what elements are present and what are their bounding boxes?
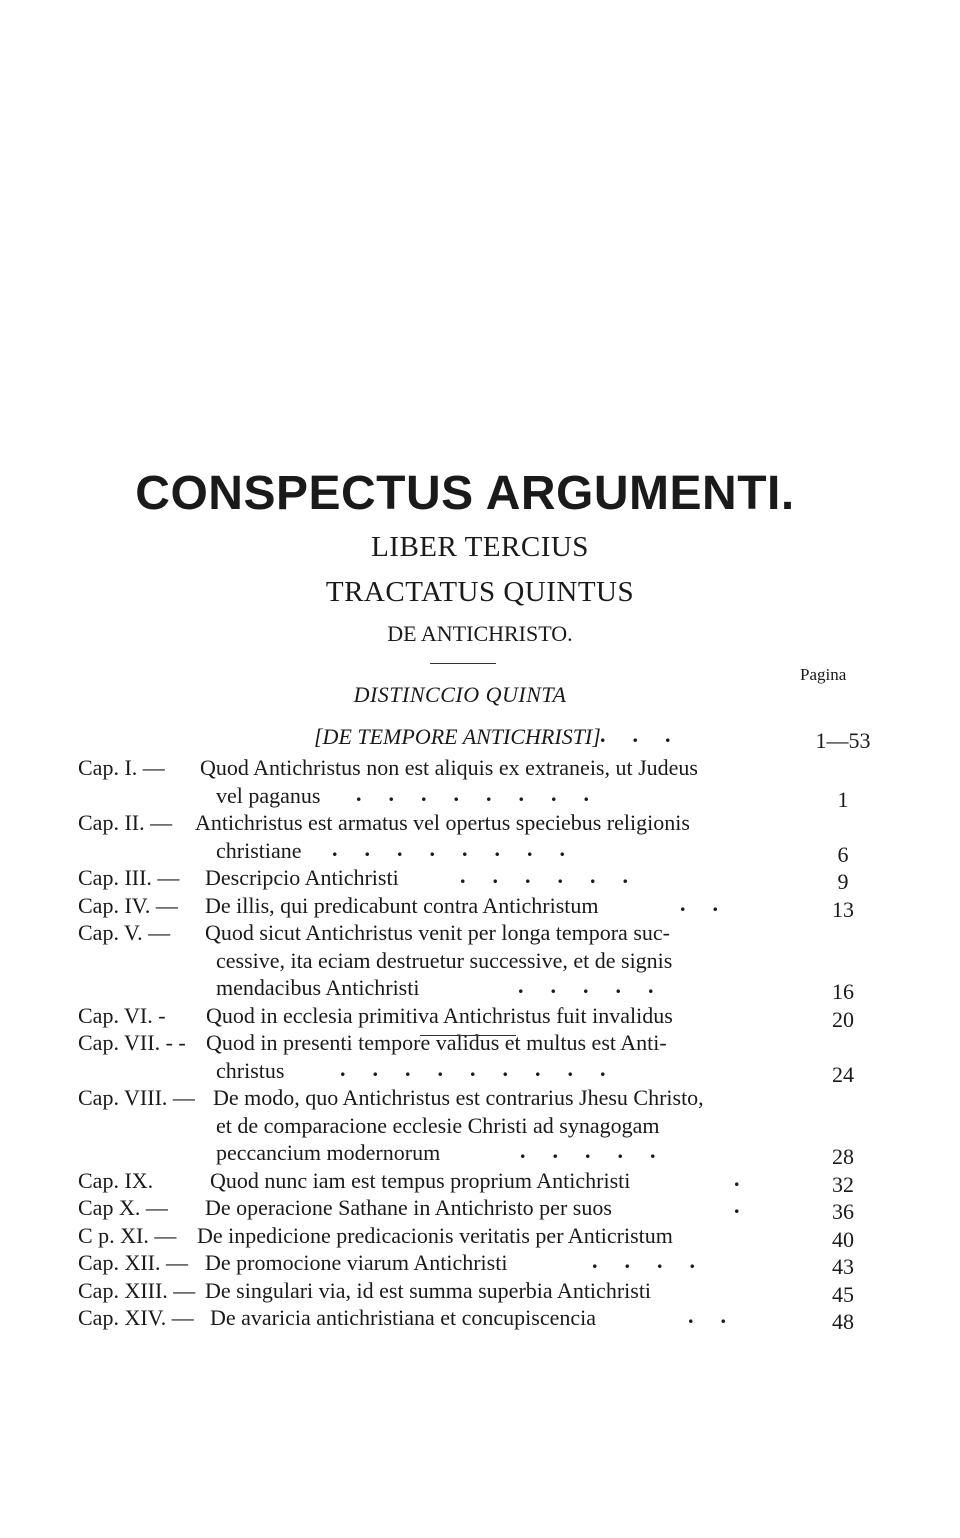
chapter-number: Cap. I. — xyxy=(78,755,165,780)
leader-dots: . xyxy=(734,1193,767,1218)
distinction-pages: 1—53 xyxy=(815,728,871,753)
leader-dots: ......... xyxy=(340,1055,633,1081)
tract-title: TRACTATUS QUINTUS xyxy=(325,576,635,608)
chapter-number: Cap. V. — xyxy=(78,920,171,945)
chapter-number: Cap. IX. xyxy=(78,1167,154,1193)
leader-dots: ........ xyxy=(332,835,592,861)
chapter-title-line: peccancium modernorum xyxy=(216,1140,441,1165)
chapter-number: Cap. VII. - - xyxy=(78,1030,186,1055)
distinction-title: DISTINCCIO QUINTA xyxy=(353,682,567,707)
chapter-title-line: Quod sicut Antichristus venit per longa tempora suc- xyxy=(205,920,670,945)
leader-dots: .. xyxy=(680,890,745,916)
chapter-title-line: cessive, ita eciam destruetur successive, et de signis xyxy=(216,947,673,973)
chapter-page-number: 1 xyxy=(837,786,849,812)
chapter-title-line: De avaricia antichristiana et concupiscencia xyxy=(210,1305,597,1330)
chapter-title-line: Quod in presenti tempore validus et multus est Anti- xyxy=(206,1030,667,1055)
leader-dots: .... xyxy=(592,1248,722,1273)
chapter-page-number: 16 xyxy=(832,979,854,1004)
chapter-title-line: et de comparacione ecclesie Christi ad synagogam xyxy=(216,1112,660,1138)
chapter-page-number: 24 xyxy=(832,1061,854,1087)
chapter-title-line: De illis, qui predicabunt contra Antichristum xyxy=(205,892,599,918)
chapter-number: Cap. IV. — xyxy=(78,892,178,918)
chapter-number: Cap. VIII. — xyxy=(78,1085,195,1110)
leader-dots: .. xyxy=(688,1303,753,1328)
chapter-page-number: 48 xyxy=(832,1309,854,1334)
chapter-number: Cap. XIV. — xyxy=(78,1305,194,1330)
chapter-title-line: De promocione viarum Antichristi xyxy=(205,1250,508,1275)
chapter-page-number: 28 xyxy=(832,1144,854,1169)
chapter-page-number: 20 xyxy=(832,1006,854,1032)
chapter-title-line: De singulari via, id est summa superbia Antichristi xyxy=(205,1277,652,1303)
leader-dots: ........ xyxy=(356,780,616,806)
leader-dots: ... xyxy=(600,722,698,747)
chapter-number: Cap. XIII. — xyxy=(78,1277,196,1303)
chapter-title-line: Quod Antichristus non est aliquis ex extraneis, ut Judeus xyxy=(200,755,698,780)
page-column-label: Pagina xyxy=(800,665,847,684)
chapter-page-number: 36 xyxy=(832,1199,854,1224)
book-title: LIBER TERCIUS xyxy=(371,531,589,563)
chapter-title-line: mendacibus Antichristi xyxy=(216,975,420,1000)
subject-title: DE ANTICHRISTO. xyxy=(387,621,573,646)
chapter-title-line: christus xyxy=(216,1057,285,1083)
distinction-subtitle: [DE TEMPORE ANTICHRISTI] xyxy=(314,724,601,749)
page-title: CONSPECTUS ARGUMENTI. xyxy=(135,467,795,520)
chapter-title-line: De operacione Sathane in Antichristo per suos xyxy=(205,1195,612,1220)
chapter-number: Cap. VI. - xyxy=(78,1002,166,1028)
heading-divider xyxy=(430,663,496,664)
chapter-page-number: 6 xyxy=(837,841,849,867)
chapter-page-number: 43 xyxy=(832,1254,854,1279)
chapter-number: Cap. III. — xyxy=(78,865,180,890)
chapter-title-line: Descripcio Antichristi xyxy=(205,865,399,890)
leader-dots: ...... xyxy=(460,863,655,888)
chapter-number: Cap. XII. — xyxy=(78,1250,188,1275)
leader-dots: . xyxy=(734,1165,767,1191)
chapter-number: C p. XI. — xyxy=(78,1222,177,1248)
chapter-title-line: Antichristus est armatus vel opertus speciebus religionis xyxy=(195,810,690,835)
chapter-title-line: Quod nunc iam est tempus proprium Antichristi xyxy=(210,1167,631,1193)
leader-dots: ..... xyxy=(520,1138,683,1163)
chapter-number: Cap X. — xyxy=(78,1195,168,1220)
chapter-title-line: vel paganus xyxy=(216,782,321,808)
chapter-page-number: 13 xyxy=(832,896,854,922)
chapter-page-number: 9 xyxy=(837,869,849,894)
chapter-title-line: De inpedicione predicacionis veritatis per Anticristum xyxy=(197,1222,673,1248)
chapter-title-line: De modo, quo Antichristus est contrarius Jhesu Christo, xyxy=(213,1085,704,1110)
chapter-title-line: Quod in ecclesia primitiva Antichristus fuit invalidus xyxy=(206,1002,673,1028)
footer-divider xyxy=(420,1035,516,1036)
chapter-page-number: 40 xyxy=(832,1226,854,1252)
chapter-title-line: christiane xyxy=(216,837,302,863)
leader-dots: ..... xyxy=(518,973,681,998)
chapter-page-number: 32 xyxy=(832,1171,854,1197)
chapter-page-number: 45 xyxy=(832,1281,854,1307)
chapter-number: Cap. II. — xyxy=(78,810,173,835)
